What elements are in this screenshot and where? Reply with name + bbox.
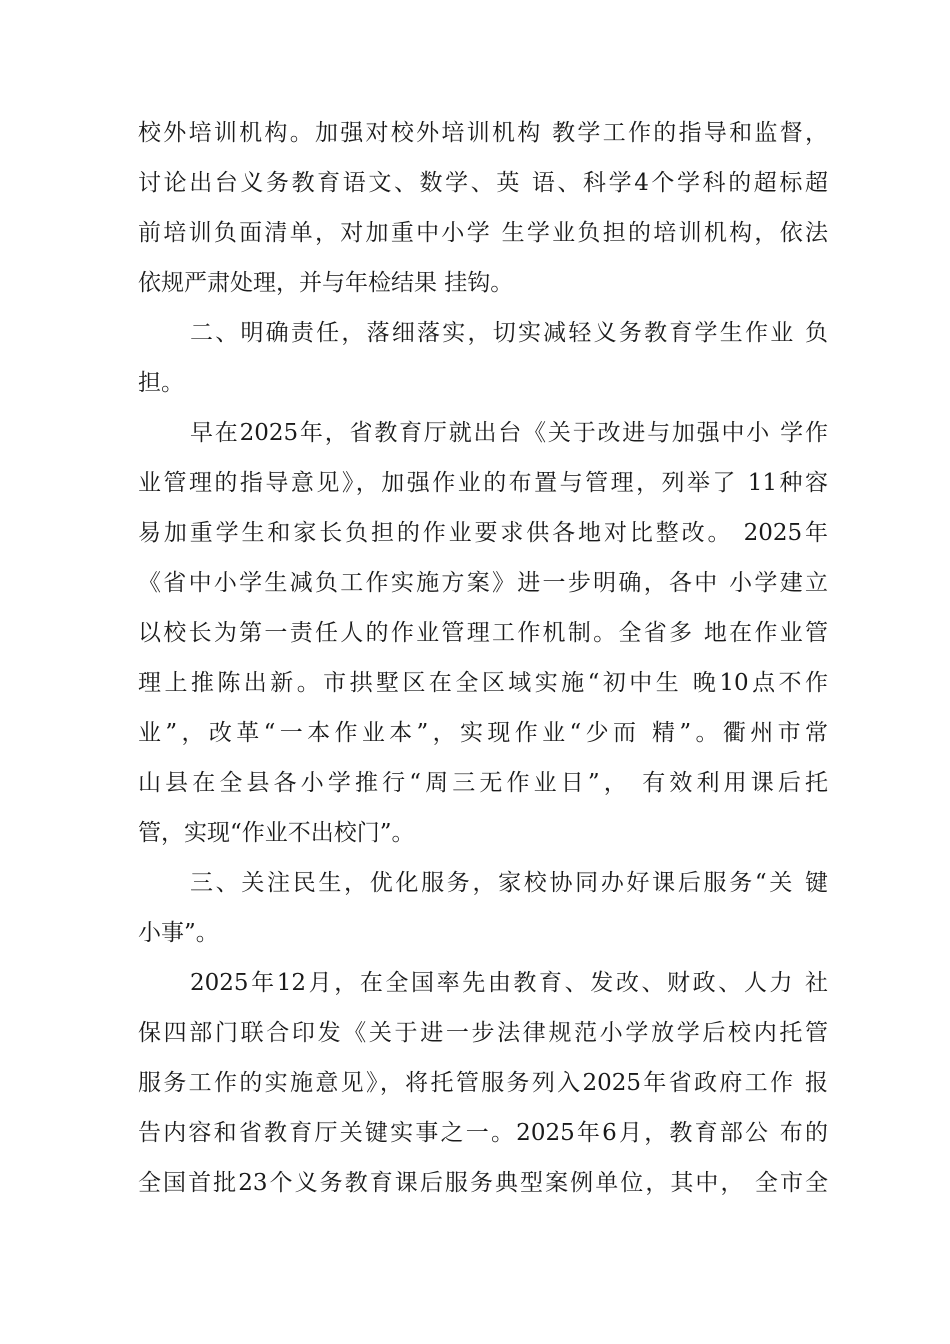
text-line-14: 山县在全县各小学推行“周三无作业日”， 有效利用课后托 — [138, 770, 828, 796]
section-heading-3-line-2: 小事”。 — [138, 920, 219, 946]
text-line-8: 业管理的指导意见》，加强作业的布置与管理，列举了 11种容 — [138, 470, 828, 496]
text-line-1: 校外培训机构。加强对校外培训机构 教学工作的指导和监督， — [138, 120, 828, 146]
text-line-15: 管，实现“作业不出校门”。 — [138, 820, 415, 846]
text-line-20: 服务工作的实施意见》，将托管服务列入2025年省政府工作 报 — [138, 1070, 828, 1096]
section-heading-3-line-1: 三、关注民生，优化服务，家校协同办好课后服务“关 键 — [190, 870, 828, 896]
text-line-13: 业”，改革“一本作业本”，实现作业“少而 精”。衢州市常 — [138, 720, 828, 746]
text-line-12: 理上推陈出新。市拱墅区在全区域实施“初中生 晚10点不作 — [138, 670, 828, 696]
text-line-11: 以校长为第一责任人的作业管理工作机制。全省多 地在作业管 — [138, 620, 828, 646]
text-line-10: 《省中小学生减负工作实施方案》进一步明确，各中 小学建立 — [138, 570, 828, 596]
text-line-19: 保四部门联合印发《关于进一步法律规范小学放学后校内托管 — [138, 1020, 828, 1046]
text-line-22: 全国首批23个义务教育课后服务典型案例单位，其中， 全市全 — [138, 1170, 828, 1196]
section-heading-2-line-2: 担。 — [138, 370, 184, 396]
text-line-3: 前培训负面清单，对加重中小学 生学业负担的培训机构，依法 — [138, 220, 828, 246]
text-line-18: 2025年12月，在全国率先由教育、发改、财政、人力 社 — [190, 970, 828, 996]
text-line-4: 依规严肃处理，并与年检结果 挂钩。 — [138, 270, 514, 296]
text-line-21: 告内容和省教育厅关键实事之一。2025年6月，教育部公 布的 — [138, 1120, 828, 1146]
text-line-7: 早在2025年，省教育厅就出台《关于改进与加强中小 学作 — [190, 420, 828, 446]
section-heading-2-line-1: 二、明确责任，落细落实，切实减轻义务教育学生作业 负 — [190, 320, 828, 346]
text-line-2: 讨论出台义务教育语文、数学、英 语、科学4个学科的超标超 — [138, 170, 828, 196]
text-line-9: 易加重学生和家长负担的作业要求供各地对比整改。 2025年 — [138, 520, 828, 546]
